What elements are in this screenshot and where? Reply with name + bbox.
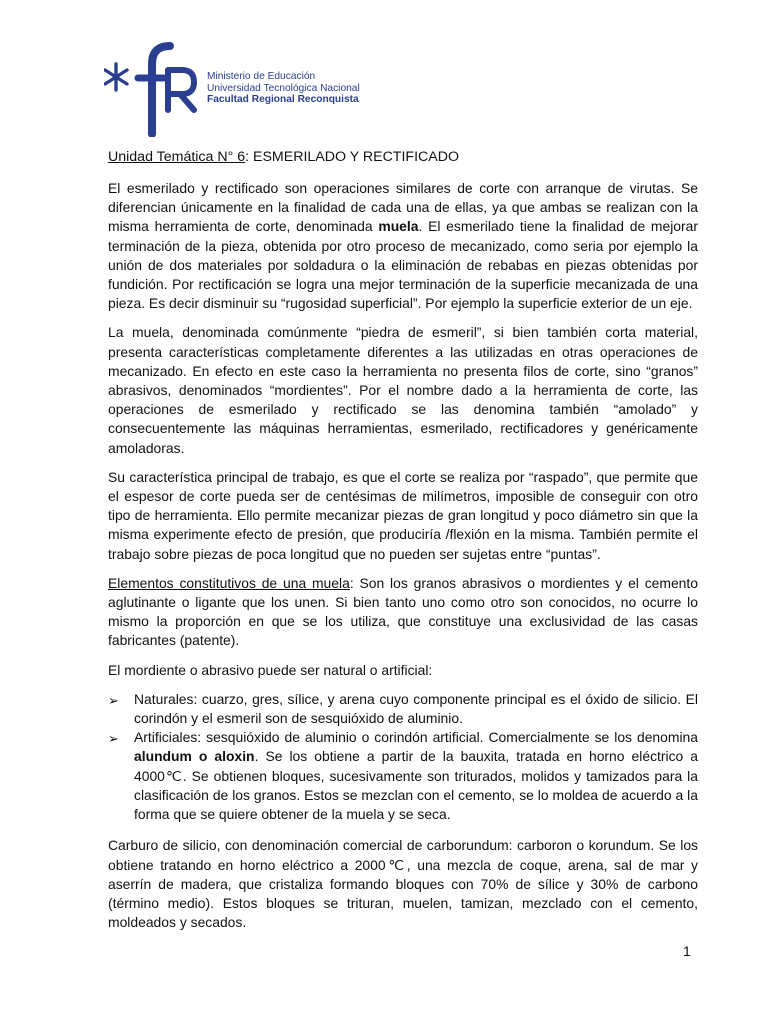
paragraph-text: . El esmerilado tiene la finalidad de mejorar terminación de la pieza, obtenida por otro proceso de mecanizado, como seria por ejemplo la unión de dos materiales por soldadura o la eliminación de rebabas en piezas obtenidas por fundición. Por rectificación se logra una mejor terminación de la superficie mecanizada de una pieza. Es decir disminuir su “rugosidad superficial”. Por ejemplo la superficie exterior de un eje. xyxy=(108,218,698,312)
term-muela: muela xyxy=(378,218,419,235)
ministry-line: Ministerio de Educación xyxy=(207,71,316,82)
paragraph-abrasive: El mordiente o abrasivo puede ser natural o artificial: xyxy=(108,661,433,678)
university-line: Universidad Tecnológica Nacional xyxy=(207,82,360,94)
arrow-bullet-icon: ➢ xyxy=(108,692,119,708)
abrasive-list xyxy=(108,690,698,824)
page-number: 1 xyxy=(683,943,691,959)
paragraph-muela: La muela, denominada comúnmente “piedra de esmeril”, si bien también corta material, presenta características completamente diferentes a las utilizadas en otras operaciones de mecanizado. En efecto en este caso la herramienta no presenta filos de corte, sino “granos” abrasivos, denominados “mordientes”. Por el nombre dado a la herramienta de corte, las operaciones de esmerilado y rectificado se las denomina también “amolado” y consecuentemente las máquinas herramientas, esmerilado, rectificadores y genéricamente amoladoras. xyxy=(108,324,698,456)
paragraph-characteristic: Su característica principal de trabajo, es que el corte se realiza por “raspado”, que permite que el espesor de corte pueda ser de centésimas de milímetros, imposible de conseguir con otro tipo de herramienta. Ello permite mecanizar piezas de gran longitud y poco diámetro sin que la misma experimente efecto de presión, que produciría /flexión en la misma. También permite el trabajo sobre piezas de poca longitud que no pueden ser sujetas entre “puntas”. xyxy=(108,468,698,562)
faculty-line: Facultad Regional Reconquista xyxy=(207,94,359,105)
institution-logo xyxy=(104,42,364,137)
paragraph-intro xyxy=(108,179,698,313)
list-item-text: Naturales: cuarzo, gres, sílice, y arena cuyo componente principal es el óxido de silicio. El corindón y el esmeril son de sesquióxido de aluminio. xyxy=(134,690,698,727)
unit-title-rest: : ESMERILADO Y RECTIFICADO xyxy=(245,149,460,165)
paragraph-text: : Son los granos abrasivos o mordientes y el cemento aglutinante o ligante que los unen. Si bien tanto uno como otro son conocidos, no ocurre lo mismo la proporción en que se los utiliza, que constituye una exclusividad de las casas fabricantes (patente). xyxy=(108,574,698,649)
list-item-text: . Se los obtiene a partir de la bauxita, tratada en horno eléctrico a 4000℃. Se obtienen bloques, sucesivamente son triturados, molidos y tamizados para la clasificación de los granos. Estos se mezclan con el cemento, se lo moldea de acuerdo a la forma que se quiere obtener de la muela y se seca. xyxy=(134,748,699,823)
arrow-bullet-icon: ➢ xyxy=(108,731,119,747)
unit-title-prefix: Unidad Temática N° 6 xyxy=(108,149,246,165)
paragraph-carburo: Carburo de silicio, con denominación comercial de carborundum: carboron o korundum. Se los obtiene tratando en horno eléctrico a 2000℃, una mezcla de coque, arena, sal de mar y aserrín de madera, que cristaliza formando bloques con 70% de sílice y 30% de carbono (término medio). Estos bloques se trituran, muelen, tamizan, mezclado con el cemento, moldeados y secados. xyxy=(108,837,698,931)
list-item xyxy=(108,728,698,824)
document-body xyxy=(108,148,698,942)
institution-name xyxy=(207,71,360,106)
list-item-text: Artificiales: sesquióxido de aluminio o corindón artificial. Comercialmente se los denomina xyxy=(134,729,698,746)
list-item xyxy=(108,690,698,728)
unit-title xyxy=(108,148,698,167)
elements-heading: Elementos constitutivos de una muela xyxy=(108,574,350,591)
paragraph-text: El esmerilado y rectificado son operaciones similares de corte con arranque de virutas. Se diferencian únicamente en la finalidad de cada una de ellas, ya que ambas se realizan con la misma herramienta de corte, denominada xyxy=(108,180,698,235)
frq-logo-icon xyxy=(104,42,204,137)
paragraph-elements xyxy=(108,574,698,651)
term-alundum: alundum o aloxin xyxy=(134,748,255,765)
